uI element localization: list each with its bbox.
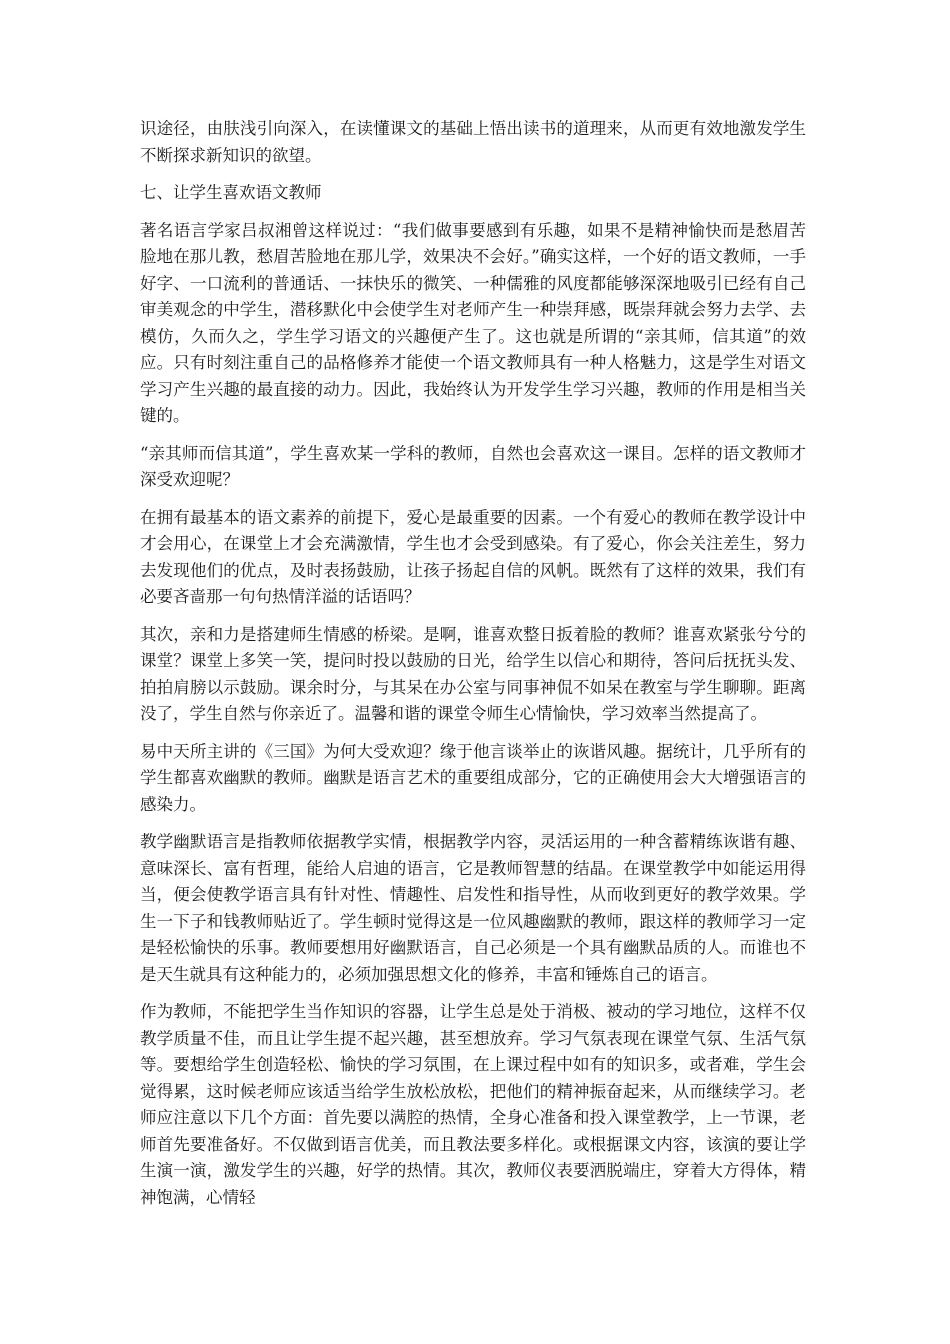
- paragraph: 在拥有最基本的语文素养的前提下，爱心是最重要的因素。一个有爱心的教师在教学设计中才会用心，在课堂上才会充满激情，学生也才会受到感染。有了爱心，你会关注差生，努力去发现他们的优点，及时表扬鼓励，让孩子扬起自信的风帆。既然有了这样的效果，我们有必要吝啬那一句句热情洋溢的话语吗？: [140, 507, 806, 606]
- paragraph: 其次，亲和力是搭建师生情感的桥梁。是啊，谁喜欢整日扳着脸的教师？谁喜欢紧张兮兮的课堂？课堂上多笑一笑，提问时投以鼓励的日光，给学生以信心和期待，答问后抚抚头发、拍拍肩膀以示鼓励。课余时分，与其呆在办公室与同事神侃不如呆在教室与学生聊聊。距离没了，学生自然与你亲近了。温馨和谐的课堂令师生心情愉快，学习效率当然提高了。: [140, 624, 806, 723]
- paragraph: 著名语言学家吕叔湘曾这样说过：“我们做事要感到有乐趣，如果不是精神愉快而是愁眉苦脸地在那儿教，愁眉苦脸地在那儿学，效果决不会好。”确实这样，一个好的语文教师，一手好字、一口流利的普通话、一抹快乐的微笑、一种儒雅的风度都能够深深地吸引已经有自己审美观念的中学生，潜移默化中会使学生对老师产生一种崇拜感，既崇拜就会努力去学、去模仿，久而久之，学生学习语文的兴趣便产生了。这也就是所谓的“亲其师，信其道”的效应。只有时刻注重自己的品格修养才能使一个语文教师具有一种人格魅力，这是学生对语文学习产生兴趣的最直接的动力。因此，我始终认为开发学生学习兴趣，教师的作用是相当关键的。: [140, 220, 806, 425]
- section-heading: 七、让学生喜欢语文教师: [140, 183, 322, 202]
- paragraph: 教学幽默语言是指教师依据教学实情，根据教学内容，灵活运用的一种含蓄精练诙谐有趣、意味深长、富有哲理，能给人启迪的语言，它是教师智慧的结晶。在课堂教学中如能运用得当，便会使教学语言具有针对性、情趣性、启发性和指导性，从而收到更好的教学效果。学生一下子和钱教师贴近了。学生顿时觉得这是一位风趣幽默的教师，跟这样的教师学习一定是轻松愉快的乐事。教师要想用好幽默语言，自己必须是一个具有幽默品质的人。而谁也不是天生就具有这种能力的，必须加强思想文化的修养，丰富和锤炼自己的语言。: [140, 832, 806, 984]
- document-page: [140, 116, 806, 1222]
- paragraph-continued: 识途径，由肤浅引向深入，在读懂课文的基础上悟出读书的道理来，从而更有效地激发学生不断探求新知识的欲望。: [140, 119, 806, 165]
- paragraph: 作为教师，不能把学生当作知识的容器，让学生总是处于消极、被动的学习地位，这样不仅教学质量不佳，而且让学生提不起兴趣，甚至想放弃。学习气氛表现在课堂气氛、生活气氛等。要想给学生创造轻松、愉快的学习氛围，在上课过程中如有的知识多，或者难，学生会觉得累，这时候老师应该适当给学生放松放松，把他们的精神振奋起来，从而继续学习。老师应注意以下几个方面：首先要以满腔的热情，全身心准备和投入课堂教学，上一节课，老师首先要准备好。不仅做到语言优美，而且教法要多样化。或根据课文内容，该演的要让学生演一演，激发学生的兴趣，好学的热情。其次，教师仪表要洒脱端庄，穿着大方得体，精神饱满，心情轻: [140, 1002, 806, 1207]
- paragraph: 易中天所主讲的《三国》为何大受欢迎？缘于他言谈举止的诙谐风趣。据统计，几乎所有的学生都喜欢幽默的教师。幽默是语言艺术的重要组成部分，它的正确使用会大大增强语言的感染力。: [140, 741, 806, 814]
- paragraph: “亲其师而信其道”，学生喜欢某一学科的教师，自然也会喜欢这一课目。怎样的语文教师才深受欢迎呢？: [140, 443, 806, 489]
